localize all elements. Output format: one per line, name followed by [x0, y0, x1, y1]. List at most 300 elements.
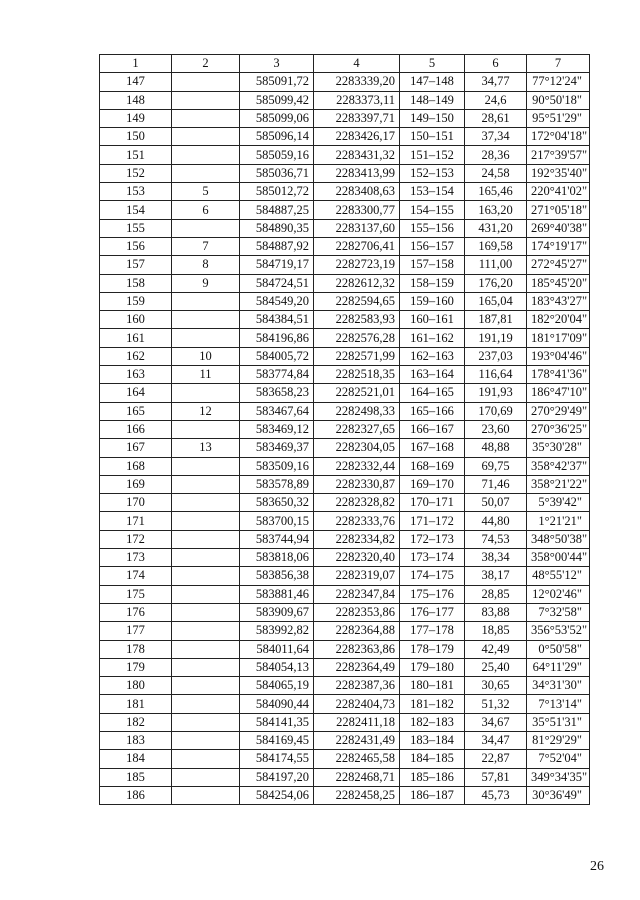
y-coordinate-cell: 2283431,32 — [314, 146, 400, 164]
marker-number-cell — [172, 457, 240, 475]
segment-cell: 160–161 — [400, 311, 465, 329]
marker-number-cell — [172, 677, 240, 695]
y-coordinate-cell: 2282706,41 — [314, 237, 400, 255]
segment-cell: 166–167 — [400, 420, 465, 438]
y-coordinate-cell: 2283373,11 — [314, 91, 400, 109]
bearing-cell: 95°51'29" — [527, 109, 590, 127]
segment-cell: 153–154 — [400, 183, 465, 201]
y-coordinate-cell: 2282320,40 — [314, 549, 400, 567]
marker-number-cell — [172, 695, 240, 713]
segment-cell: 158–159 — [400, 274, 465, 292]
point-number-cell: 147 — [100, 73, 172, 91]
table-row — [100, 164, 590, 182]
point-number-cell: 160 — [100, 311, 172, 329]
marker-number-cell — [172, 146, 240, 164]
segment-cell: 180–181 — [400, 677, 465, 695]
point-number-cell: 151 — [100, 146, 172, 164]
x-coordinate-cell: 584005,72 — [240, 347, 314, 365]
bearing-cell: 48°55'12" — [527, 567, 590, 585]
bearing-cell: 181°17'09" — [527, 329, 590, 347]
marker-number-cell: 12 — [172, 402, 240, 420]
bearing-cell: 0°50'58" — [527, 640, 590, 658]
y-coordinate-cell: 2282353,86 — [314, 603, 400, 621]
x-coordinate-cell: 584890,35 — [240, 219, 314, 237]
segment-cell: 185–186 — [400, 768, 465, 786]
marker-number-cell: 6 — [172, 201, 240, 219]
bearing-cell: 217°39'57" — [527, 146, 590, 164]
segment-cell: 177–178 — [400, 622, 465, 640]
table-row — [100, 183, 590, 201]
length-cell: 163,20 — [465, 201, 527, 219]
marker-number-cell — [172, 128, 240, 146]
bearing-cell: 34°31'30" — [527, 677, 590, 695]
marker-number-cell — [172, 713, 240, 731]
page-number: 26 — [590, 859, 604, 874]
x-coordinate-cell: 583881,46 — [240, 585, 314, 603]
marker-number-cell — [172, 750, 240, 768]
point-number-cell: 148 — [100, 91, 172, 109]
x-coordinate-cell: 583909,67 — [240, 603, 314, 621]
point-number-cell: 162 — [100, 347, 172, 365]
segment-cell: 172–173 — [400, 530, 465, 548]
x-coordinate-cell: 584887,92 — [240, 237, 314, 255]
table-row — [100, 146, 590, 164]
point-number-cell: 158 — [100, 274, 172, 292]
y-coordinate-cell: 2283408,63 — [314, 183, 400, 201]
segment-cell: 183–184 — [400, 731, 465, 749]
length-cell: 23,60 — [465, 420, 527, 438]
x-coordinate-cell: 583774,84 — [240, 366, 314, 384]
table-row — [100, 731, 590, 749]
segment-cell: 171–172 — [400, 512, 465, 530]
point-number-cell: 179 — [100, 658, 172, 676]
point-number-cell: 175 — [100, 585, 172, 603]
point-number-cell: 157 — [100, 256, 172, 274]
bearing-cell: 269°40'38" — [527, 219, 590, 237]
y-coordinate-cell: 2283137,60 — [314, 219, 400, 237]
marker-number-cell — [172, 73, 240, 91]
bearing-cell: 90°50'18" — [527, 91, 590, 109]
marker-number-cell: 13 — [172, 439, 240, 457]
bearing-cell: 35°30'28" — [527, 439, 590, 457]
length-cell: 83,88 — [465, 603, 527, 621]
bearing-cell: 270°36'25" — [527, 420, 590, 438]
length-cell: 18,85 — [465, 622, 527, 640]
x-coordinate-cell: 585099,42 — [240, 91, 314, 109]
x-coordinate-cell: 583658,23 — [240, 384, 314, 402]
header-cell-col-6: 6 — [465, 55, 527, 73]
table-row — [100, 457, 590, 475]
x-coordinate-cell: 585059,16 — [240, 146, 314, 164]
bearing-cell: 358°42'37" — [527, 457, 590, 475]
x-coordinate-cell: 583578,89 — [240, 475, 314, 493]
x-coordinate-cell: 583744,94 — [240, 530, 314, 548]
x-coordinate-cell: 584197,20 — [240, 768, 314, 786]
marker-number-cell — [172, 549, 240, 567]
point-number-cell: 181 — [100, 695, 172, 713]
table-row — [100, 786, 590, 804]
length-cell: 28,36 — [465, 146, 527, 164]
point-number-cell: 159 — [100, 292, 172, 310]
point-number-cell: 155 — [100, 219, 172, 237]
point-number-cell: 165 — [100, 402, 172, 420]
coordinates-table — [99, 54, 590, 805]
bearing-cell: 270°29'49" — [527, 402, 590, 420]
segment-cell: 184–185 — [400, 750, 465, 768]
bearing-cell: 356°53'52" — [527, 622, 590, 640]
segment-cell: 169–170 — [400, 475, 465, 493]
marker-number-cell — [172, 622, 240, 640]
y-coordinate-cell: 2283300,77 — [314, 201, 400, 219]
y-coordinate-cell: 2282411,18 — [314, 713, 400, 731]
table-row — [100, 512, 590, 530]
y-coordinate-cell: 2282594,65 — [314, 292, 400, 310]
bearing-cell: 182°20'04" — [527, 311, 590, 329]
y-coordinate-cell: 2282304,05 — [314, 439, 400, 457]
y-coordinate-cell: 2283397,71 — [314, 109, 400, 127]
marker-number-cell — [172, 658, 240, 676]
bearing-cell: 77°12'24" — [527, 73, 590, 91]
point-number-cell: 156 — [100, 237, 172, 255]
y-coordinate-cell: 2282583,93 — [314, 311, 400, 329]
y-coordinate-cell: 2282404,73 — [314, 695, 400, 713]
length-cell: 37,34 — [465, 128, 527, 146]
segment-cell: 161–162 — [400, 329, 465, 347]
segment-cell: 154–155 — [400, 201, 465, 219]
marker-number-cell — [172, 292, 240, 310]
table-row — [100, 677, 590, 695]
marker-number-cell — [172, 219, 240, 237]
length-cell: 169,58 — [465, 237, 527, 255]
table-row — [100, 622, 590, 640]
segment-cell: 151–152 — [400, 146, 465, 164]
point-number-cell: 166 — [100, 420, 172, 438]
segment-cell: 149–150 — [400, 109, 465, 127]
x-coordinate-cell: 584724,51 — [240, 274, 314, 292]
segment-cell: 150–151 — [400, 128, 465, 146]
segment-cell: 178–179 — [400, 640, 465, 658]
y-coordinate-cell: 2283339,20 — [314, 73, 400, 91]
bearing-cell: 7°52'04" — [527, 750, 590, 768]
table-row — [100, 640, 590, 658]
y-coordinate-cell: 2282328,82 — [314, 494, 400, 512]
x-coordinate-cell: 585036,71 — [240, 164, 314, 182]
table-row — [100, 366, 590, 384]
bearing-cell: 192°35'40" — [527, 164, 590, 182]
marker-number-cell — [172, 768, 240, 786]
segment-cell: 152–153 — [400, 164, 465, 182]
table-row — [100, 658, 590, 676]
y-coordinate-cell: 2282468,71 — [314, 768, 400, 786]
table-row — [100, 256, 590, 274]
bearing-cell: 358°21'22" — [527, 475, 590, 493]
point-number-cell: 186 — [100, 786, 172, 804]
bearing-cell: 220°41'02" — [527, 183, 590, 201]
marker-number-cell — [172, 640, 240, 658]
x-coordinate-cell: 584169,45 — [240, 731, 314, 749]
point-number-cell: 176 — [100, 603, 172, 621]
bearing-cell: 7°13'14" — [527, 695, 590, 713]
table-row — [100, 494, 590, 512]
x-coordinate-cell: 584054,13 — [240, 658, 314, 676]
segment-cell: 162–163 — [400, 347, 465, 365]
table-row — [100, 384, 590, 402]
y-coordinate-cell: 2282364,49 — [314, 658, 400, 676]
table-row — [100, 91, 590, 109]
segment-cell: 164–165 — [400, 384, 465, 402]
x-coordinate-cell: 583509,16 — [240, 457, 314, 475]
segment-cell: 179–180 — [400, 658, 465, 676]
y-coordinate-cell: 2282347,84 — [314, 585, 400, 603]
marker-number-cell: 11 — [172, 366, 240, 384]
x-coordinate-cell: 583992,82 — [240, 622, 314, 640]
x-coordinate-cell: 584384,51 — [240, 311, 314, 329]
x-coordinate-cell: 583650,32 — [240, 494, 314, 512]
x-coordinate-cell: 584090,44 — [240, 695, 314, 713]
marker-number-cell — [172, 329, 240, 347]
y-coordinate-cell: 2282319,07 — [314, 567, 400, 585]
length-cell: 431,20 — [465, 219, 527, 237]
x-coordinate-cell: 583469,37 — [240, 439, 314, 457]
segment-cell: 157–158 — [400, 256, 465, 274]
bearing-cell: 271°05'18" — [527, 201, 590, 219]
table-row — [100, 439, 590, 457]
x-coordinate-cell: 585099,06 — [240, 109, 314, 127]
bearing-cell: 272°45'27" — [527, 256, 590, 274]
length-cell: 22,87 — [465, 750, 527, 768]
length-cell: 28,61 — [465, 109, 527, 127]
header-cell-col-1: 1 — [100, 55, 172, 73]
x-coordinate-cell: 583700,15 — [240, 512, 314, 530]
point-number-cell: 153 — [100, 183, 172, 201]
length-cell: 51,32 — [465, 695, 527, 713]
x-coordinate-cell: 583818,06 — [240, 549, 314, 567]
point-number-cell: 149 — [100, 109, 172, 127]
y-coordinate-cell: 2282431,49 — [314, 731, 400, 749]
y-coordinate-cell: 2282571,99 — [314, 347, 400, 365]
table-row — [100, 567, 590, 585]
bearing-cell: 186°47'10" — [527, 384, 590, 402]
y-coordinate-cell: 2283426,17 — [314, 128, 400, 146]
y-coordinate-cell: 2282612,32 — [314, 274, 400, 292]
length-cell: 44,80 — [465, 512, 527, 530]
marker-number-cell: 8 — [172, 256, 240, 274]
point-number-cell: 154 — [100, 201, 172, 219]
segment-cell: 182–183 — [400, 713, 465, 731]
marker-number-cell — [172, 731, 240, 749]
point-number-cell: 164 — [100, 384, 172, 402]
point-number-cell: 169 — [100, 475, 172, 493]
length-cell: 176,20 — [465, 274, 527, 292]
length-cell: 187,81 — [465, 311, 527, 329]
marker-number-cell: 9 — [172, 274, 240, 292]
point-number-cell: 152 — [100, 164, 172, 182]
marker-number-cell — [172, 91, 240, 109]
marker-number-cell — [172, 567, 240, 585]
length-cell: 30,65 — [465, 677, 527, 695]
y-coordinate-cell: 2282521,01 — [314, 384, 400, 402]
bearing-cell: 185°45'20" — [527, 274, 590, 292]
length-cell: 111,00 — [465, 256, 527, 274]
length-cell: 34,47 — [465, 731, 527, 749]
bearing-cell: 172°04'18" — [527, 128, 590, 146]
segment-cell: 147–148 — [400, 73, 465, 91]
bearing-cell: 183°43'27" — [527, 292, 590, 310]
point-number-cell: 174 — [100, 567, 172, 585]
table-row — [100, 750, 590, 768]
y-coordinate-cell: 2282333,76 — [314, 512, 400, 530]
point-number-cell: 173 — [100, 549, 172, 567]
segment-cell: 165–166 — [400, 402, 465, 420]
segment-cell: 186–187 — [400, 786, 465, 804]
bearing-cell: 193°04'46" — [527, 347, 590, 365]
x-coordinate-cell: 583469,12 — [240, 420, 314, 438]
table-row — [100, 292, 590, 310]
length-cell: 165,04 — [465, 292, 527, 310]
y-coordinate-cell: 2283413,99 — [314, 164, 400, 182]
point-number-cell: 150 — [100, 128, 172, 146]
bearing-cell: 35°51'31" — [527, 713, 590, 731]
length-cell: 57,81 — [465, 768, 527, 786]
marker-number-cell — [172, 603, 240, 621]
segment-cell: 173–174 — [400, 549, 465, 567]
point-number-cell: 177 — [100, 622, 172, 640]
table-row — [100, 549, 590, 567]
bearing-cell: 12°02'46" — [527, 585, 590, 603]
y-coordinate-cell: 2282327,65 — [314, 420, 400, 438]
point-number-cell: 172 — [100, 530, 172, 548]
point-number-cell: 167 — [100, 439, 172, 457]
x-coordinate-cell: 583467,64 — [240, 402, 314, 420]
header-row — [100, 55, 590, 73]
table-row — [100, 768, 590, 786]
bearing-cell: 64°11'29" — [527, 658, 590, 676]
marker-number-cell — [172, 530, 240, 548]
table-row — [100, 109, 590, 127]
length-cell: 42,49 — [465, 640, 527, 658]
header-cell-col-4: 4 — [314, 55, 400, 73]
table-row — [100, 347, 590, 365]
marker-number-cell: 5 — [172, 183, 240, 201]
length-cell: 34,77 — [465, 73, 527, 91]
length-cell: 25,40 — [465, 658, 527, 676]
bearing-cell: 81°29'29" — [527, 731, 590, 749]
table-row — [100, 201, 590, 219]
y-coordinate-cell: 2282576,28 — [314, 329, 400, 347]
header-cell-col-5: 5 — [400, 55, 465, 73]
marker-number-cell — [172, 585, 240, 603]
bearing-cell: 30°36'49" — [527, 786, 590, 804]
bearing-cell: 7°32'58" — [527, 603, 590, 621]
marker-number-cell — [172, 384, 240, 402]
length-cell: 28,85 — [465, 585, 527, 603]
marker-number-cell — [172, 109, 240, 127]
y-coordinate-cell: 2282518,35 — [314, 366, 400, 384]
y-coordinate-cell: 2282458,25 — [314, 786, 400, 804]
length-cell: 74,53 — [465, 530, 527, 548]
segment-cell: 170–171 — [400, 494, 465, 512]
length-cell: 165,46 — [465, 183, 527, 201]
point-number-cell: 182 — [100, 713, 172, 731]
bearing-cell: 178°41'36" — [527, 366, 590, 384]
marker-number-cell: 10 — [172, 347, 240, 365]
segment-cell: 174–175 — [400, 567, 465, 585]
length-cell: 50,07 — [465, 494, 527, 512]
y-coordinate-cell: 2282465,58 — [314, 750, 400, 768]
table-row — [100, 713, 590, 731]
x-coordinate-cell: 585096,14 — [240, 128, 314, 146]
segment-cell: 167–168 — [400, 439, 465, 457]
length-cell: 191,93 — [465, 384, 527, 402]
length-cell: 71,46 — [465, 475, 527, 493]
x-coordinate-cell: 584174,55 — [240, 750, 314, 768]
table-row — [100, 219, 590, 237]
segment-cell: 181–182 — [400, 695, 465, 713]
y-coordinate-cell: 2282334,82 — [314, 530, 400, 548]
point-number-cell: 171 — [100, 512, 172, 530]
table-row — [100, 237, 590, 255]
x-coordinate-cell: 584065,19 — [240, 677, 314, 695]
header-cell-col-3: 3 — [240, 55, 314, 73]
header-cell-col-7: 7 — [527, 55, 590, 73]
x-coordinate-cell: 584254,06 — [240, 786, 314, 804]
length-cell: 24,6 — [465, 91, 527, 109]
x-coordinate-cell: 584141,35 — [240, 713, 314, 731]
x-coordinate-cell: 585091,72 — [240, 73, 314, 91]
segment-cell: 168–169 — [400, 457, 465, 475]
point-number-cell: 170 — [100, 494, 172, 512]
table-row — [100, 274, 590, 292]
marker-number-cell — [172, 494, 240, 512]
length-cell: 116,64 — [465, 366, 527, 384]
y-coordinate-cell: 2282332,44 — [314, 457, 400, 475]
table-body — [100, 73, 590, 805]
length-cell: 38,17 — [465, 567, 527, 585]
point-number-cell: 178 — [100, 640, 172, 658]
length-cell: 191,19 — [465, 329, 527, 347]
x-coordinate-cell: 583856,38 — [240, 567, 314, 585]
point-number-cell: 168 — [100, 457, 172, 475]
point-number-cell: 161 — [100, 329, 172, 347]
y-coordinate-cell: 2282364,88 — [314, 622, 400, 640]
y-coordinate-cell: 2282723,19 — [314, 256, 400, 274]
segment-cell: 159–160 — [400, 292, 465, 310]
table-row — [100, 603, 590, 621]
x-coordinate-cell: 584887,25 — [240, 201, 314, 219]
x-coordinate-cell: 584011,64 — [240, 640, 314, 658]
marker-number-cell — [172, 786, 240, 804]
table-row — [100, 530, 590, 548]
length-cell: 34,67 — [465, 713, 527, 731]
point-number-cell: 185 — [100, 768, 172, 786]
bearing-cell: 349°34'35" — [527, 768, 590, 786]
segment-cell: 176–177 — [400, 603, 465, 621]
length-cell: 45,73 — [465, 786, 527, 804]
segment-cell: 163–164 — [400, 366, 465, 384]
x-coordinate-cell: 584196,86 — [240, 329, 314, 347]
bearing-cell: 1°21'21" — [527, 512, 590, 530]
table-row — [100, 128, 590, 146]
length-cell: 237,03 — [465, 347, 527, 365]
table-row — [100, 311, 590, 329]
length-cell: 38,34 — [465, 549, 527, 567]
table-header — [100, 55, 590, 73]
y-coordinate-cell: 2282330,87 — [314, 475, 400, 493]
point-number-cell: 184 — [100, 750, 172, 768]
length-cell: 24,58 — [465, 164, 527, 182]
table-row — [100, 695, 590, 713]
table-row — [100, 475, 590, 493]
